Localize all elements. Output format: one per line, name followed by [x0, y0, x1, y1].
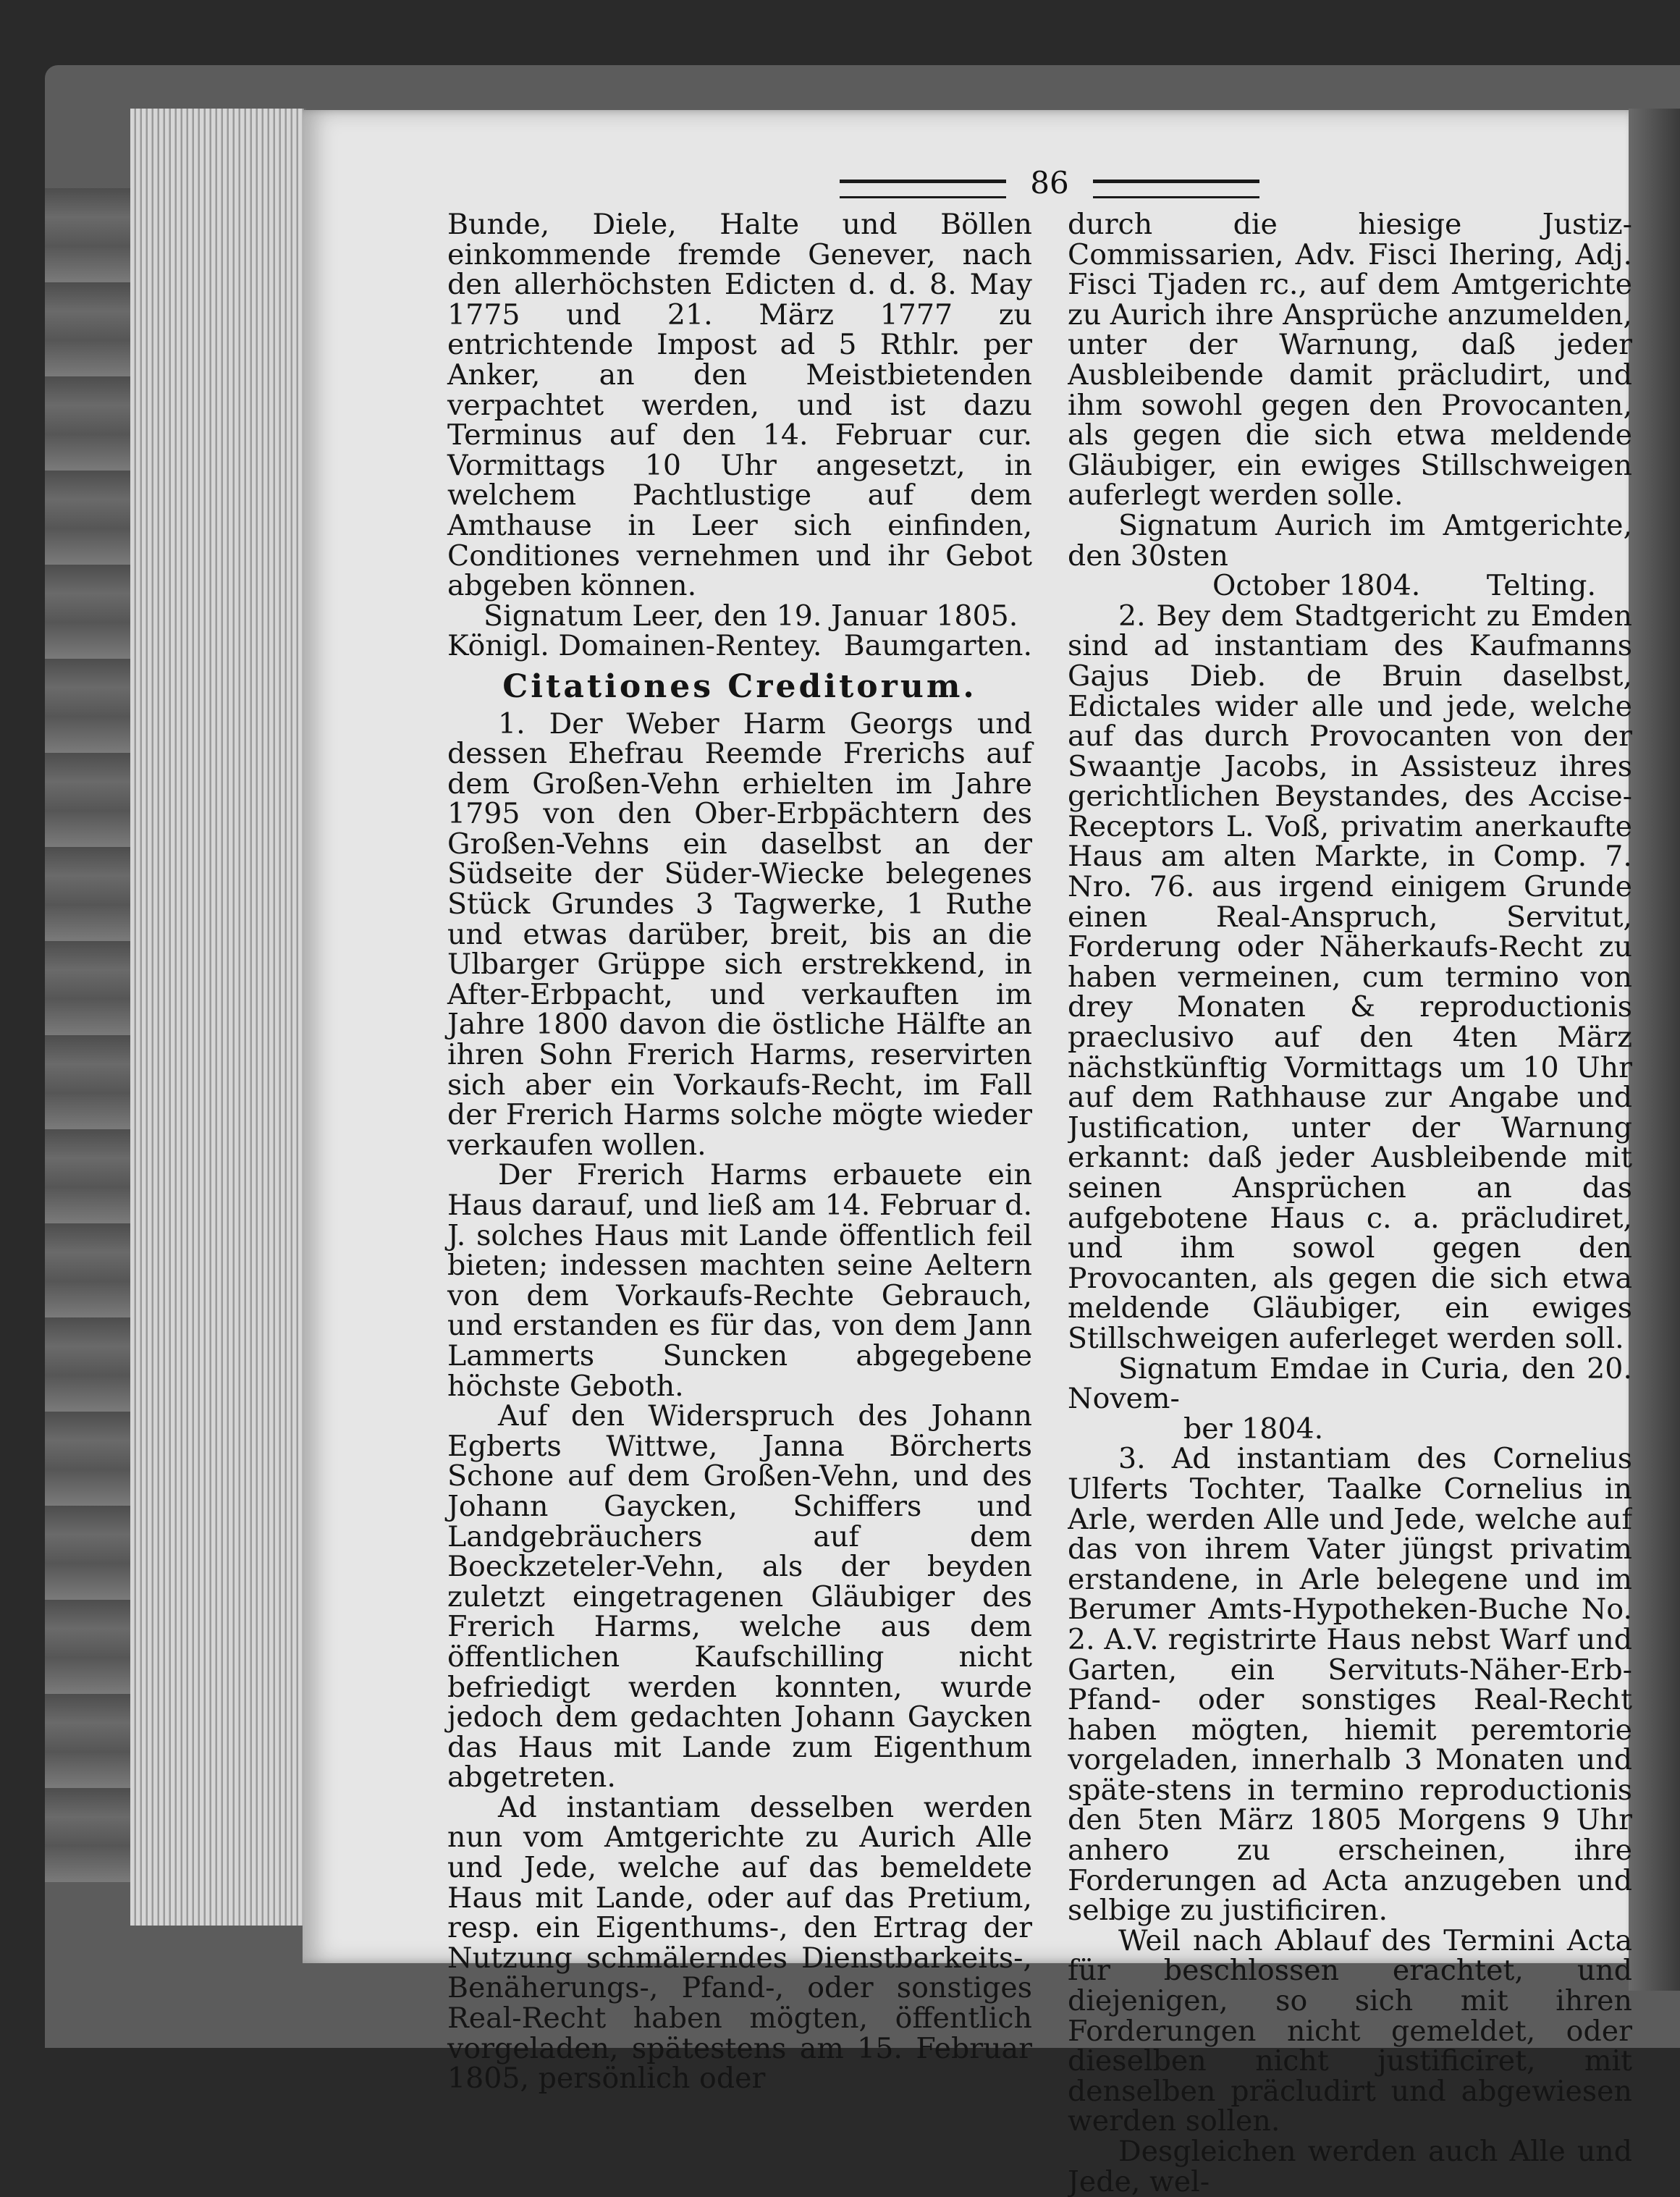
signature-name: Telting.: [1486, 569, 1596, 603]
paragraph: Ad instantiam desselben werden nun vom Amtgerichte zu Aurich Alle und Jede, welche auf das bemeldete Haus mit Lande, oder auf das Pretium, resp. ein Eigenthums-, den Ertrag der Nutzung schmälerndes Dienstbarkeits-, Benäherungs-, Pfand-, oder sonstiges Real-Recht haben mögten, öffentlich vorgeladen, spätestens am 15. Februar 1805, persönlich oder: [447, 1790, 1032, 2096]
left-column: [447, 210, 1032, 2094]
paragraph: Der Frerich Harms erbauete ein Haus darauf, und ließ am 14. Februar d. J. solches Haus mit Lande öffentlich feil bieten; indessen machten seine Aeltern von dem Vorkaufs-Rechte Gebrauch, und erstanden es für das, von dem Jann Lammerts Suncken abgegebene höchste Geboth.: [447, 1158, 1032, 1403]
worn-spine: [45, 188, 132, 1882]
signature-place-text: Signatum Leer, den 19. Januar 1805.: [484, 599, 1018, 633]
signature-block: [1068, 571, 1632, 602]
signature-date: October 1804.: [1212, 569, 1421, 603]
signature-office: Königl. Domainen-Rentey.: [447, 629, 822, 663]
right-shadow: [1629, 109, 1680, 1991]
right-column: [1068, 210, 1632, 2197]
paragraph: 2. Bey dem Stadtgericht zu Emden sind ad instantiam des Kaufmanns Gajus Dieb. de Bruin daselbst, Edictales wider alle und jede, welche auf das durch Provocanten von der Swaantje Jacobs, in Assisteuz ihres gerichtlichen Beystandes, des Accise-Receptors L. Voß, privatim anerkaufte Haus am alten Markte, in Comp. 7. Nro. 76. aus irgend einigem Grunde einen Real-Anspruch, Servitut, Forderung oder Näherkaufs-Recht zu haben vermeinen, cum termino von drey Monaten & reproductionis praeclusivo auf den 4ten März nächstkünftig Vormittags um 10 Uhr auf dem Rathhause zur Angabe und Justification, unter der Warnung erkannt: daß jeder Ausbleibende mit seinen Ansprüchen an das aufgebotene Haus c. a. präcludiret, und ihm sowol gegen den Provocanten, als gegen die sich etwa meldende Gläubiger, ein ewiges Stillschweigen auferleget werden soll.: [1068, 599, 1632, 1355]
section-heading: Citationes Creditorum.: [502, 667, 977, 705]
signature-name: Baumgarten.: [843, 629, 1032, 663]
signature-place: Signatum Emdae in Curia, den 20. Novem-: [1068, 1351, 1632, 1416]
paragraph: 3. Ad instantiam des Cornelius Ulferts Tochter, Taalke Cornelius in Arle, werden Alle und Jede, welche auf das von ihrem Vater jüngst privatim erstandene, in Arle belegene und im Berumer Amts-Hypotheken-Buche No. 2. A.V. registrirte Haus nebst Warf und Garten, ein Servituts-Näher-Erb-Pfand- oder sonstiges Real-Recht haben mögten, hiemit peremtorie vorgeladen, innerhalb 3 Monaten und späte-stens in termino reproductionis den 5ten März 1805 Morgens 9 Uhr anhero zu erscheinen, ihre Forderungen ad Acta anzugeben und selbige zu justificiren.: [1068, 1442, 1632, 1928]
signature-block: [447, 631, 1032, 662]
signature-place: Signatum Aurich im Amtgerichte, den 30sten: [1068, 508, 1632, 573]
paragraph: Desgleichen werden auch Alle und Jede, wel-: [1068, 2135, 1632, 2197]
paragraph: 1. Der Weber Harm Georgs und dessen Ehefrau Reemde Frerichs auf dem Großen-Vehn erhielten im Jahre 1795 von den Ober-Erbpächtern des Großen-Vehns ein daselbst an der Südseite der Süder-Wiecke belegenes Stück Grundes 3 Tagwerke, 1 Ruthe und etwas darüber, breit, bis an die Ulbarger Grüppe sich erstrekkend, in After-Erbpacht, und verkauften im Jahre 1800 davon die östliche Hälfte an ihren Sohn Frerich Harms, reservirten sich aber ein Vorkaufs-Recht, im Fall der Frerich Harms solche mögte wieder verkaufen wollen.: [447, 707, 1032, 1162]
header-rule-left: [840, 180, 1006, 198]
page-number: 86: [1030, 165, 1069, 201]
signature-place: [447, 599, 1032, 633]
page-edges: [130, 109, 306, 1926]
paragraph: Auf den Widerspruch des Johann Egberts Wittwe, Janna Börcherts Schone auf dem Großen-Vehn, und des Johann Gaycken, Schiffers und Landgebräuchers auf dem Boeckzeteler-Vehn, als der beyden zuletzt eingetragenen Gläubiger des Frerich Harms, welche aus dem öffentlichen Kaufschilling nicht befriedigt werden konnten, wurde jedoch dem gedachten Johann Gaycken das Haus mit Lande zum Eigenthum abgetreten.: [447, 1399, 1032, 1795]
page-header: [0, 165, 1680, 208]
header-rule-right: [1093, 180, 1259, 198]
paragraph: durch die hiesige Justiz-Commissarien, Adv. Fisci Ihering, Adj. Fisci Tjaden rc., auf dem Amtgerichte zu Aurich ihre Ansprüche anzumelden, unter der Warnung, daß jeder Ausbleibende damit präcludirt, und ihm sowohl gegen den Provocanten, als gegen die sich etwa meldende Gläubiger, ein ewiges Stillschweigen auferlegt werden solle.: [1068, 210, 1632, 513]
paragraph: Weil nach Ablauf des Termini Acta für beschlossen erachtet, und diejenigen, so sich mit ihren Forderungen nicht gemeldet, oder dieselben nicht justificiret, mit denselben präcludirt und abgewiesen werden sollen.: [1068, 1923, 1632, 2138]
paragraph: Bunde, Diele, Halte und Böllen einkommende fremde Genever, nach den allerhöchsten Edicten d. d. 8. May 1775 und 21. März 1777 zu entrichtende Impost ad 5 Rthlr. per Anker, an den Meistbietenden verpachtet werden, und ist dazu Terminus auf den 14. Februar cur. Vormittags 10 Uhr angesetzt, in welchem Pachtlustige auf dem Amthause in Leer sich einfinden, Conditiones vernehmen und ihr Gebot abgeben können.: [447, 208, 1032, 603]
signature-date: ber 1804.: [1183, 1412, 1324, 1446]
